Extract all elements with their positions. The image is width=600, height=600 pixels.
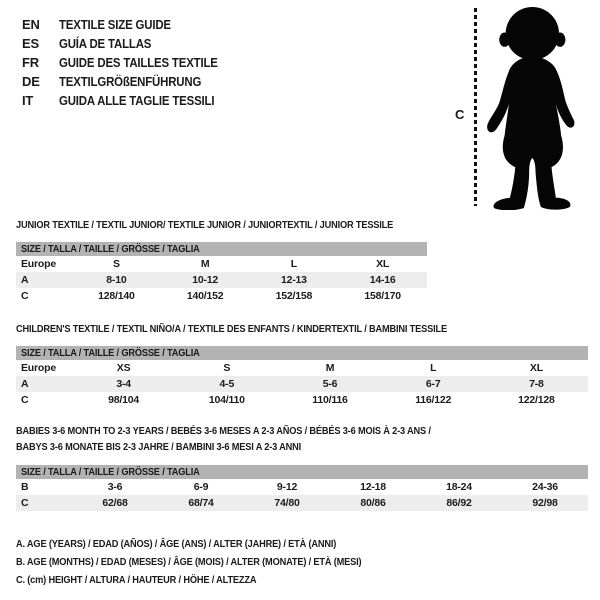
language-row-en [22,15,239,34]
table-row [16,376,588,392]
row-label: Europe [21,362,56,374]
table-cell: S [112,258,120,270]
language-title-list [22,15,239,110]
size-header-text: SIZE / TALLA / TAILLE / GRÖSSE / TAGLIA [21,466,200,478]
table-cell: 18-24 [446,481,472,493]
table-cell: 3-4 [116,378,131,390]
footnotes [16,535,409,589]
height-measure-label: C [455,107,465,122]
table-cell: 24-36 [532,481,558,493]
language-code: ES [22,36,39,51]
table-cell: 86/92 [446,497,472,509]
row-label: B [21,481,29,493]
language-row-de [22,72,239,91]
table-cell: S [223,362,231,374]
language-row-es [22,34,239,53]
table-cell: 10-12 [192,274,219,286]
table-cell: 74/80 [274,497,300,509]
table-cell: M [325,362,335,374]
footnote-line: B. AGE (MONTHS) / EDAD (MESES) / ÂGE (MOIS) / ALTER (MONATE) / ETÀ (MESI) [16,556,362,568]
size-table-0 [16,217,427,302]
table-cell: 92/98 [532,497,558,509]
table-cell: XS [116,362,131,374]
row-label: A [21,274,29,286]
language-code: DE [22,74,40,89]
table-cell: 110/116 [312,394,348,406]
table-cell: 6-9 [193,481,209,493]
table-cell: 128/140 [98,290,135,302]
table-cell: 62/68 [102,497,128,509]
language-code: EN [22,17,40,32]
table-title-line: JUNIOR TEXTILE / TEXTIL JUNIOR/ TEXTILE JUNIOR / JUNIORTEXTIL / JUNIOR TESSILE [16,219,394,231]
table-row [16,495,588,511]
row-label: C [21,497,29,509]
footnote-line: C. (cm) HEIGHT / ALTURA / HAUTEUR / HÖHE / ALTEZZA [16,574,257,586]
table-row [16,272,427,288]
table-cell: 12-18 [360,481,386,493]
table-row [16,392,588,408]
size-header-text: SIZE / TALLA / TAILLE / GRÖSSE / TAGLIA [21,243,200,255]
table-cell: 4-5 [219,378,235,390]
table-cell: L [430,362,437,374]
language-row-it [22,91,239,110]
table-row [16,256,427,272]
size-header-band [16,242,427,256]
table-title [16,423,588,455]
language-guide-title: TEXTILE SIZE GUIDE [59,17,171,32]
table-cell: 14-16 [369,274,396,286]
table-cell: 140/152 [186,290,224,302]
toddler-silhouette-shape [487,7,574,210]
table-cell: M [200,258,210,270]
table-row [16,288,427,304]
table-cell: 158/170 [364,290,401,302]
size-table-2 [16,423,588,509]
table-title-line: CHILDREN'S TEXTILE / TEXTIL NIÑO/A / TEXTILE DES ENFANTS / KINDERTEXTIL / BAMBINI TESSILE [16,323,447,335]
row-label: C [21,290,29,302]
table-row [16,479,588,495]
table-cell: 8-10 [106,274,127,286]
table-cell: 152/158 [275,290,313,302]
language-code: FR [22,55,39,70]
table-title-line: BABYS 3-6 MONATE BIS 2-3 JAHRE / BAMBINI 3-6 MESI A 2-3 ANNI [16,441,301,453]
size-header-text: SIZE / TALLA / TAILLE / GRÖSSE / TAGLIA [21,347,200,359]
table-cell: 3-6 [107,481,123,493]
table-cell: 12-13 [280,274,307,286]
table-cell: L [290,258,297,270]
language-guide-title: GUÍA DE TALLAS [59,36,152,51]
table-title [16,217,427,233]
table-title-line: BABIES 3-6 MONTH TO 2-3 YEARS / BEBÉS 3-6 MESES A 2-3 AÑOS / BÉBÉS 3-6 MOIS À 2-3 ANS / [16,425,431,437]
table-cell: 6-7 [425,378,441,390]
table-title [16,321,588,337]
row-label: Europe [21,258,56,270]
table-cell: 122/128 [518,394,555,406]
table-cell: 7-8 [529,378,544,390]
size-header-band [16,346,588,360]
table-row [16,360,588,376]
footnote-line: A. AGE (YEARS) / EDAD (AÑOS) / ÂGE (ANS) / ALTER (JAHRE) / ETÀ (ANNI) [16,538,337,550]
language-guide-title: GUIDE DES TAILLES TEXTILE [59,55,218,70]
size-table-1 [16,321,588,406]
table-cell: 9-12 [276,481,298,493]
language-code: IT [22,93,34,108]
table-cell: 104/110 [208,394,245,406]
table-cell: 98/104 [108,394,140,406]
table-cell: 116/122 [415,394,452,406]
table-cell: XL [376,258,390,270]
size-header-band [16,465,588,479]
language-row-fr [22,53,239,72]
table-cell: 5-6 [322,378,338,390]
table-cell: 68/74 [188,497,214,509]
row-label: C [21,394,29,406]
table-cell: XL [529,362,543,374]
language-guide-title: GUIDA ALLE TAGLIE TESSILI [59,93,215,108]
height-measure-dashed-line [474,8,477,206]
table-cell: 80/86 [360,497,386,509]
row-label: A [21,378,29,390]
language-guide-title: TEXTILGRÖßENFÜHRUNG [59,74,202,89]
toddler-silhouette [479,6,591,210]
